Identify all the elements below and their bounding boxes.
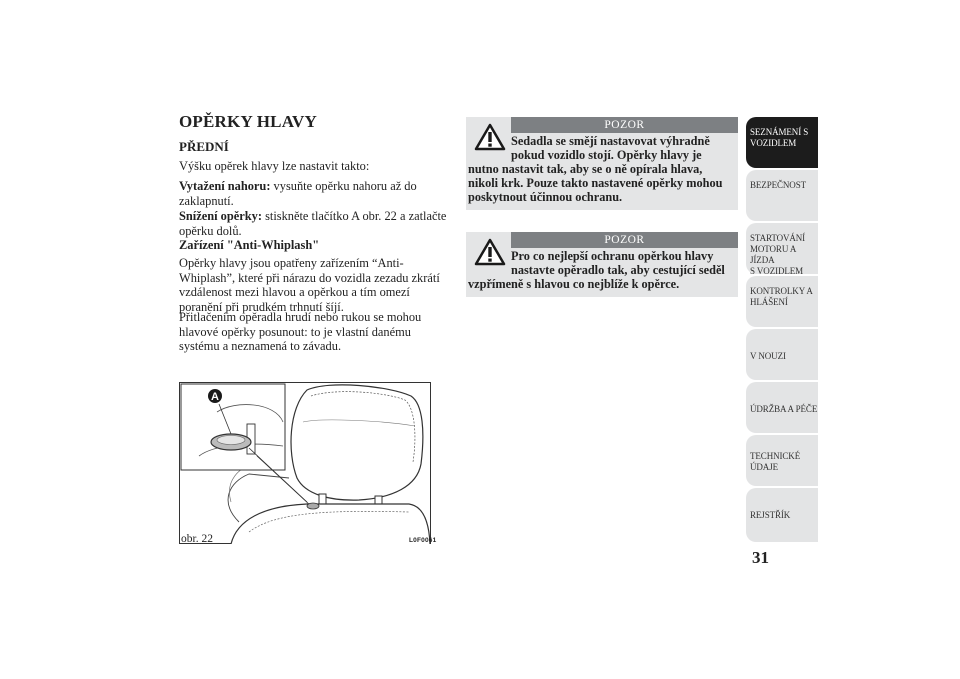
tab-label-line: STARTOVÁNÍ — [750, 233, 806, 243]
intro-paragraph: Výšku opěrek hlavy lze nastavit takto: — [179, 159, 370, 173]
warning-box — [466, 232, 738, 297]
tab-label-line: ÚDAJE — [750, 462, 778, 472]
figure-code: L0F0061 — [409, 537, 437, 544]
whiplash-paragraph: Opěrky hlavy jsou opatřeny zařízením “Anti-Whiplash”, které při nárazu do vozidla zezadu zkrátí vzdálenost mezi hlavou a opěrkou a tím omezí poranění při prudkém trhnutí šíjí. — [179, 256, 440, 314]
warning-line: nikoli krk. Pouze takto nastavené opěrky mohou — [468, 175, 723, 190]
warning-line: pokud vozidlo stojí. Opěrky hlavy je — [511, 147, 702, 162]
tab-label-line: V NOUZI — [750, 351, 786, 361]
warning-text — [468, 135, 736, 205]
warning-header: POZOR — [511, 117, 738, 133]
tab-label-line: HLÁŠENÍ — [750, 297, 788, 307]
pull-up-paragraph — [179, 179, 449, 208]
warning-header: POZOR — [511, 232, 738, 248]
tab-seznameni-s-vozidlem[interactable] — [746, 117, 818, 168]
tab-label-line: SEZNÁMENÍ S — [750, 127, 809, 137]
warning-box — [466, 117, 738, 210]
warning-line: nastavte opěradlo tak, aby cestující seděl — [511, 262, 725, 277]
page-number: 31 — [752, 548, 769, 567]
tab-label-line: BEZPEČNOST — [750, 180, 807, 190]
callout-a-label: A — [211, 391, 219, 403]
tab-label-line: ÚDRŽBA A PÉČE — [750, 404, 818, 414]
warning-line: poskytnout účinnou ochranu. — [468, 189, 623, 204]
tab-label-line: TECHNICKÉ — [750, 451, 801, 461]
tab-kontrolky-a-hlaseni[interactable] — [746, 276, 818, 327]
section-title: OPĚRKY HLAVY — [179, 112, 317, 131]
warning-text — [468, 250, 736, 292]
tab-label-line: KONTROLKY A — [750, 286, 813, 296]
tab-label-line: VOZIDLEM — [750, 138, 797, 148]
headrest-figure — [179, 382, 431, 544]
tab-v-nouzi[interactable] — [746, 329, 818, 380]
tab-label-line: S VOZIDLEM — [750, 266, 804, 276]
tab-startovani-motoru[interactable] — [746, 223, 818, 274]
lower-label: Snížení opěrky: — [179, 209, 262, 223]
tab-bezpecnost[interactable] — [746, 170, 818, 221]
pull-up-label: Vytažení nahoru: — [179, 179, 271, 193]
tab-label-line: MOTORU A JÍZDA — [750, 244, 796, 265]
figure-caption: obr. 22 — [181, 533, 213, 545]
warning-line: Pro co nejlepší ochranu opěrkou hlavy — [511, 249, 714, 263]
push-paragraph: Přitlačením opěradla hrudí nebo rukou se mohou hlavové opěrky posunout: to je vlastní danému systému a neznamená to závadu. — [179, 310, 422, 354]
tab-udrzba-a-pece[interactable] — [746, 382, 818, 433]
warning-line: vzpřímeně s hlavou co nejblíže k opěrce. — [468, 276, 680, 291]
tab-technicke-udaje[interactable] — [746, 435, 818, 486]
tab-rejstrik[interactable] — [746, 488, 818, 542]
tab-label-line: REJSTŘÍK — [750, 510, 791, 520]
lower-paragraph — [179, 209, 449, 238]
whiplash-title: Zařízení "Anti-Whiplash" — [179, 238, 320, 252]
subsection-title: PŘEDNÍ — [179, 139, 229, 154]
lower-text: stiskněte tlačítko A obr. 22 a zatlačte opěrku dolů. — [179, 209, 447, 238]
warning-line: Sedadla se smějí nastavovat výhradně — [511, 134, 710, 148]
warning-line: nutno nastavit tak, aby se o ně opírala hlava, — [468, 161, 703, 176]
pull-up-text: vysuňte opěrku nahoru až do zaklapnutí. — [179, 179, 417, 208]
